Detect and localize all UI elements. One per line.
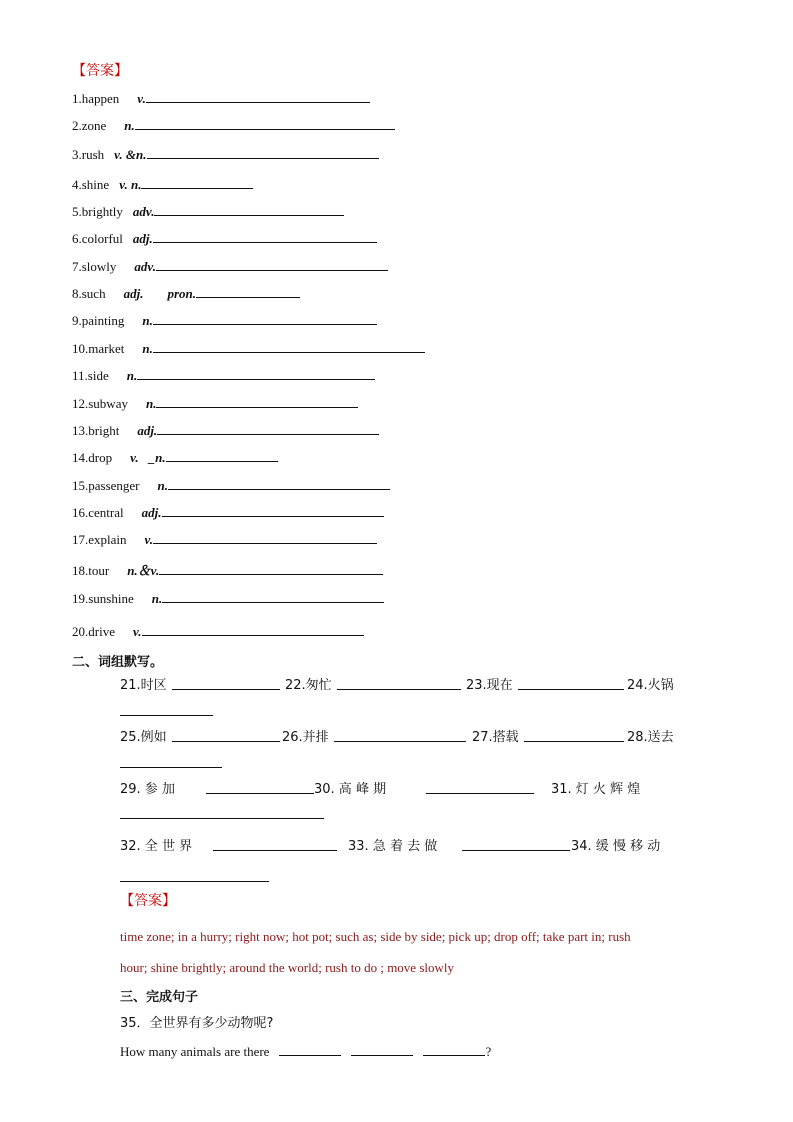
phrase-27-blank[interactable]: [524, 741, 624, 742]
vocab-pos: adv.: [132, 204, 155, 219]
vocab-row-16: [72, 504, 384, 522]
vocab-row-7: [72, 258, 388, 276]
vocab-word: 10.market: [72, 341, 125, 356]
vocab-word: 15.passenger: [72, 478, 140, 493]
vocab-row-3: [72, 146, 379, 164]
vocab-pos: n.: [142, 341, 153, 356]
section-2-title: 二、词组默写。: [72, 655, 164, 670]
phrase-33-blank[interactable]: [462, 850, 570, 851]
vocab-word: 6.colorful: [72, 231, 123, 246]
answer-blank[interactable]: [147, 146, 379, 159]
vocab-word: 19.sunshine: [72, 591, 134, 606]
q35-blank-2[interactable]: [351, 1043, 413, 1056]
answer-blank[interactable]: [162, 590, 384, 603]
vocab-row-14: [72, 449, 278, 467]
vocab-pos: n.: [124, 118, 135, 133]
vocab-row-5: [72, 203, 344, 221]
answer-tag: 【答案】: [72, 63, 128, 79]
vocab-row-15: [72, 477, 390, 495]
answer-text-line-1: time zone; in a hurry; right now; hot pot; such as; side by side; pick up; drop off; take part in; rush: [120, 929, 631, 944]
section-3-title: 三、完成句子: [120, 990, 199, 1005]
vocab-pos: adj.: [132, 231, 153, 246]
vocab-pos: n.: [145, 396, 157, 411]
vocab-pos: pron.: [167, 286, 197, 301]
answer-blank[interactable]: [166, 449, 278, 462]
vocab-row-4: [72, 176, 253, 194]
phrase-22-label: 22.匆忙: [285, 678, 332, 693]
vocab-word: 9.painting: [72, 313, 125, 328]
answer-blank[interactable]: [156, 395, 358, 408]
vocab-word: 4.shine: [72, 177, 110, 192]
vocab-pos: v.: [137, 91, 146, 106]
phrase-24-blank[interactable]: [120, 715, 213, 716]
answer-blank[interactable]: [142, 623, 364, 636]
vocab-row-2: [72, 117, 395, 135]
vocab-word: 12.subway: [72, 396, 128, 411]
answer-blank[interactable]: [156, 258, 388, 271]
phrase-30-label: 30. 高 峰 期: [314, 782, 387, 797]
vocab-pos: n.: [142, 313, 153, 328]
vocab-pos: adv.: [134, 259, 156, 274]
vocab-pos: adj.: [137, 423, 158, 438]
vocab-pos: _n.: [148, 450, 166, 465]
answer-blank[interactable]: [196, 285, 300, 298]
q35-blank-1[interactable]: [279, 1043, 341, 1056]
vocab-row-18: [72, 560, 383, 580]
vocab-word: 8.such: [72, 286, 106, 301]
vocab-row-20: [72, 623, 364, 641]
phrase-25-blank[interactable]: [172, 741, 280, 742]
phrase-26-blank[interactable]: [334, 741, 466, 742]
vocab-pos: adj.: [141, 505, 162, 520]
phrase-28-blank[interactable]: [120, 767, 222, 768]
phrase-28-label: 28.送去: [627, 730, 674, 745]
vocab-word: 16.central: [72, 505, 124, 520]
answer-blank[interactable]: [153, 312, 377, 325]
phrase-24-label: 24.火锅: [627, 678, 674, 693]
vocab-word: 18.tour: [72, 563, 110, 578]
phrase-31-label: 31. 灯 火 辉 煌: [551, 782, 641, 797]
phrase-26-label: 26.并排: [282, 730, 329, 745]
answer-blank[interactable]: [135, 117, 395, 130]
vocab-row-9: [72, 312, 377, 330]
vocab-row-13: [72, 422, 379, 440]
vocab-row-12: [72, 395, 358, 413]
answer-blank[interactable]: [153, 340, 425, 353]
question-35-zh: 35．全世界有多少动物呢?: [120, 1016, 274, 1031]
vocab-word: 17.explain: [72, 532, 127, 547]
question-35-en: [120, 1043, 491, 1061]
answer-blank[interactable]: [159, 562, 383, 575]
vocab-word: 1.happen: [72, 91, 120, 106]
answer-blank[interactable]: [168, 477, 390, 490]
answer-blank[interactable]: [146, 90, 370, 103]
vocab-word: 7.slowly: [72, 259, 117, 274]
vocab-row-1: [72, 90, 370, 108]
vocab-row-10: [72, 340, 425, 358]
phrase-32-label: 32. 全 世 界: [120, 839, 193, 854]
vocab-pos: n.: [151, 591, 163, 606]
answer-blank[interactable]: [153, 531, 377, 544]
phrase-34-blank[interactable]: [120, 881, 269, 882]
phrase-25-label: 25.例如: [120, 730, 167, 745]
answer-blank[interactable]: [137, 367, 375, 380]
phrase-21-label: 21.时区: [120, 678, 167, 693]
phrase-21-blank[interactable]: [172, 689, 280, 690]
vocab-row-8: [72, 285, 300, 303]
phrase-29-label: 29. 参 加: [120, 782, 175, 797]
phrase-34-label: 34. 缓 慢 移 动: [571, 839, 661, 854]
phrase-27-label: 27.搭载: [472, 730, 519, 745]
question-mark: ?: [485, 1044, 492, 1059]
answer-blank[interactable]: [157, 422, 379, 435]
vocab-word: 5.brightly: [72, 204, 123, 219]
vocab-pos: n.: [126, 368, 138, 383]
phrase-33-label: 33. 急 着 去 做: [348, 839, 438, 854]
vocab-row-6: [72, 230, 377, 248]
vocab-row-19: [72, 590, 384, 608]
vocab-pos: v.: [132, 624, 142, 639]
vocab-row-11: [72, 367, 375, 385]
phrase-29-blank[interactable]: [206, 793, 314, 794]
vocab-row-17: [72, 531, 377, 549]
phrase-32-blank[interactable]: [213, 850, 337, 851]
phrase-31-blank[interactable]: [120, 818, 324, 819]
vocab-pos: v. &n.: [114, 147, 147, 162]
answer-blank[interactable]: [154, 203, 344, 216]
question-35-text: How many animals are there: [120, 1044, 270, 1059]
vocab-word: 14.drop: [72, 450, 113, 465]
vocab-word: 11.side: [72, 368, 109, 383]
vocab-pos: adj.: [123, 286, 144, 301]
vocab-pos: v. n.: [119, 177, 142, 192]
phrase-23-label: 23.现在: [466, 678, 513, 693]
phrase-22-blank[interactable]: [337, 689, 461, 690]
vocab-word: 3.rush: [72, 147, 105, 162]
answer-blank[interactable]: [153, 230, 377, 243]
phrase-23-blank[interactable]: [518, 689, 624, 690]
vocab-word: 2.zone: [72, 118, 107, 133]
vocab-word: 20.drive: [72, 624, 115, 639]
answer-blank[interactable]: [141, 176, 253, 189]
vocab-pos: n.: [157, 478, 168, 493]
vocab-pos: v.: [130, 450, 139, 465]
vocab-pos: v.: [144, 532, 154, 547]
answer-tag-2: 【答案】: [120, 893, 176, 909]
q35-blank-3[interactable]: [423, 1043, 485, 1056]
answer-blank[interactable]: [162, 504, 384, 517]
answer-text-line-2: hour; shine brightly; around the world; rush to do ; move slowly: [120, 960, 454, 975]
vocab-pos: n.＆v.: [127, 563, 160, 578]
vocab-word: 13.bright: [72, 423, 120, 438]
phrase-30-blank[interactable]: [426, 793, 534, 794]
